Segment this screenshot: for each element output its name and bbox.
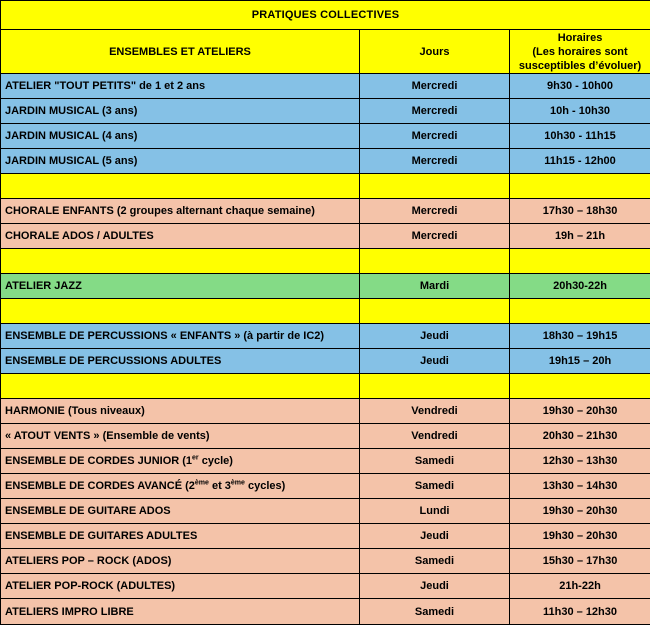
table-row (1, 199, 650, 224)
table-row (1, 99, 650, 124)
ensemble-name (1, 474, 360, 499)
table-row (1, 74, 650, 99)
ensemble-time: 13h30 – 14h30 (510, 474, 650, 499)
ensemble-time: 19h15 – 20h (510, 349, 650, 374)
ensemble-time: 15h30 – 17h30 (510, 549, 650, 574)
separator-cell (510, 299, 650, 324)
separator-cell (1, 299, 360, 324)
name-part: ENSEMBLE DE CORDES AVANCÉ (2 (5, 480, 195, 492)
ensemble-time: 20h30 – 21h30 (510, 424, 650, 449)
ensemble-time: 19h – 21h (510, 224, 650, 249)
ensemble-name: ENSEMBLE DE PERCUSSIONS ADULTES (1, 349, 360, 374)
separator-cell (510, 249, 650, 274)
title-row (1, 1, 650, 30)
name-part: et 3 (209, 480, 231, 492)
table-row (1, 399, 650, 424)
table-row (1, 574, 650, 599)
ensemble-time: 18h30 – 19h15 (510, 324, 650, 349)
separator-cell (1, 174, 360, 199)
header-horaires-note: (Les horaires sont susceptibles d’évoluer) (519, 46, 641, 72)
ensemble-day: Jeudi (360, 324, 510, 349)
ensemble-day: Jeudi (360, 574, 510, 599)
ensemble-name: ATELIER "TOUT PETITS" de 1 et 2 ans (1, 74, 360, 99)
ensemble-time: 12h30 – 13h30 (510, 449, 650, 474)
ensemble-name (1, 449, 360, 474)
ensemble-name: JARDIN MUSICAL (3 ans) (1, 99, 360, 124)
table-row (1, 324, 650, 349)
ensemble-time: 19h30 – 20h30 (510, 399, 650, 424)
name-superscript: er (192, 454, 199, 461)
ensemble-day: Mercredi (360, 149, 510, 174)
ensemble-day: Samedi (360, 474, 510, 499)
table-row (1, 124, 650, 149)
ensemble-time: 20h30-22h (510, 274, 650, 299)
ensemble-time: 9h30 - 10h00 (510, 74, 650, 99)
name-part: cycles) (245, 480, 285, 492)
name-part: ENSEMBLE DE CORDES JUNIOR (1 (5, 455, 192, 467)
ensemble-day: Mardi (360, 274, 510, 299)
ensemble-name: « ATOUT VENTS » (Ensemble de vents) (1, 424, 360, 449)
separator-row (1, 374, 650, 399)
ensemble-day: Mercredi (360, 74, 510, 99)
ensemble-name: CHORALE ENFANTS (2 groupes alternant chaque semaine) (1, 199, 360, 224)
ensemble-name: ENSEMBLE DE GUITARES ADULTES (1, 524, 360, 549)
table-row (1, 549, 650, 574)
table-row (1, 149, 650, 174)
separator-cell (1, 249, 360, 274)
ensemble-name: JARDIN MUSICAL (4 ans) (1, 124, 360, 149)
ensemble-time: 10h - 10h30 (510, 99, 650, 124)
table-row (1, 424, 650, 449)
header-horaires-label: Horaires (558, 32, 603, 44)
table-row (1, 524, 650, 549)
ensemble-time: 11h15 - 12h00 (510, 149, 650, 174)
ensemble-time: 17h30 – 18h30 (510, 199, 650, 224)
separator-cell (1, 374, 360, 399)
ensemble-day: Samedi (360, 599, 510, 625)
separator-cell (360, 299, 510, 324)
ensemble-day: Mercredi (360, 224, 510, 249)
separator-cell (360, 249, 510, 274)
table-row (1, 274, 650, 299)
table-row (1, 349, 650, 374)
ensemble-name: JARDIN MUSICAL (5 ans) (1, 149, 360, 174)
separator-cell (510, 374, 650, 399)
ensemble-name: ENSEMBLE DE PERCUSSIONS « ENFANTS » (à partir de IC2) (1, 324, 360, 349)
page-title: PRATIQUES COLLECTIVES (1, 1, 650, 30)
ensemble-day: Samedi (360, 549, 510, 574)
ensemble-name: HARMONIE (Tous niveaux) (1, 399, 360, 424)
name-part: cycle) (199, 455, 233, 467)
ensemble-name: CHORALE ADOS / ADULTES (1, 224, 360, 249)
table-row (1, 599, 650, 625)
name-superscript: ème (231, 479, 245, 486)
header-jours: Jours (360, 30, 510, 74)
table-row (1, 224, 650, 249)
ensemble-time: 10h30 - 11h15 (510, 124, 650, 149)
separator-cell (360, 374, 510, 399)
header-ensembles: ENSEMBLES ET ATELIERS (1, 30, 360, 74)
separator-cell (360, 174, 510, 199)
table-row (1, 474, 650, 499)
ensemble-name: ATELIERS POP – ROCK (ADOS) (1, 549, 360, 574)
ensemble-name: ATELIERS IMPRO LIBRE (1, 599, 360, 625)
ensemble-day: Vendredi (360, 399, 510, 424)
separator-row (1, 249, 650, 274)
ensemble-day: Jeudi (360, 349, 510, 374)
table-row (1, 449, 650, 474)
ensemble-day: Lundi (360, 499, 510, 524)
ensemble-day: Mercredi (360, 124, 510, 149)
ensemble-time: 19h30 – 20h30 (510, 524, 650, 549)
ensemble-name: ENSEMBLE DE GUITARE ADOS (1, 499, 360, 524)
ensemble-time: 19h30 – 20h30 (510, 499, 650, 524)
separator-row (1, 299, 650, 324)
ensemble-name: ATELIER POP-ROCK (ADULTES) (1, 574, 360, 599)
name-superscript: ème (195, 479, 209, 486)
header-horaires (510, 30, 650, 74)
ensemble-time: 21h-22h (510, 574, 650, 599)
separator-cell (510, 174, 650, 199)
ensemble-day: Vendredi (360, 424, 510, 449)
ensemble-day: Jeudi (360, 524, 510, 549)
ensemble-day: Mercredi (360, 99, 510, 124)
ensemble-name: ATELIER JAZZ (1, 274, 360, 299)
separator-row (1, 174, 650, 199)
ensemble-day: Samedi (360, 449, 510, 474)
ensemble-day: Mercredi (360, 199, 510, 224)
ensemble-time: 11h30 – 12h30 (510, 599, 650, 625)
table-row (1, 499, 650, 524)
header-row (1, 30, 650, 74)
